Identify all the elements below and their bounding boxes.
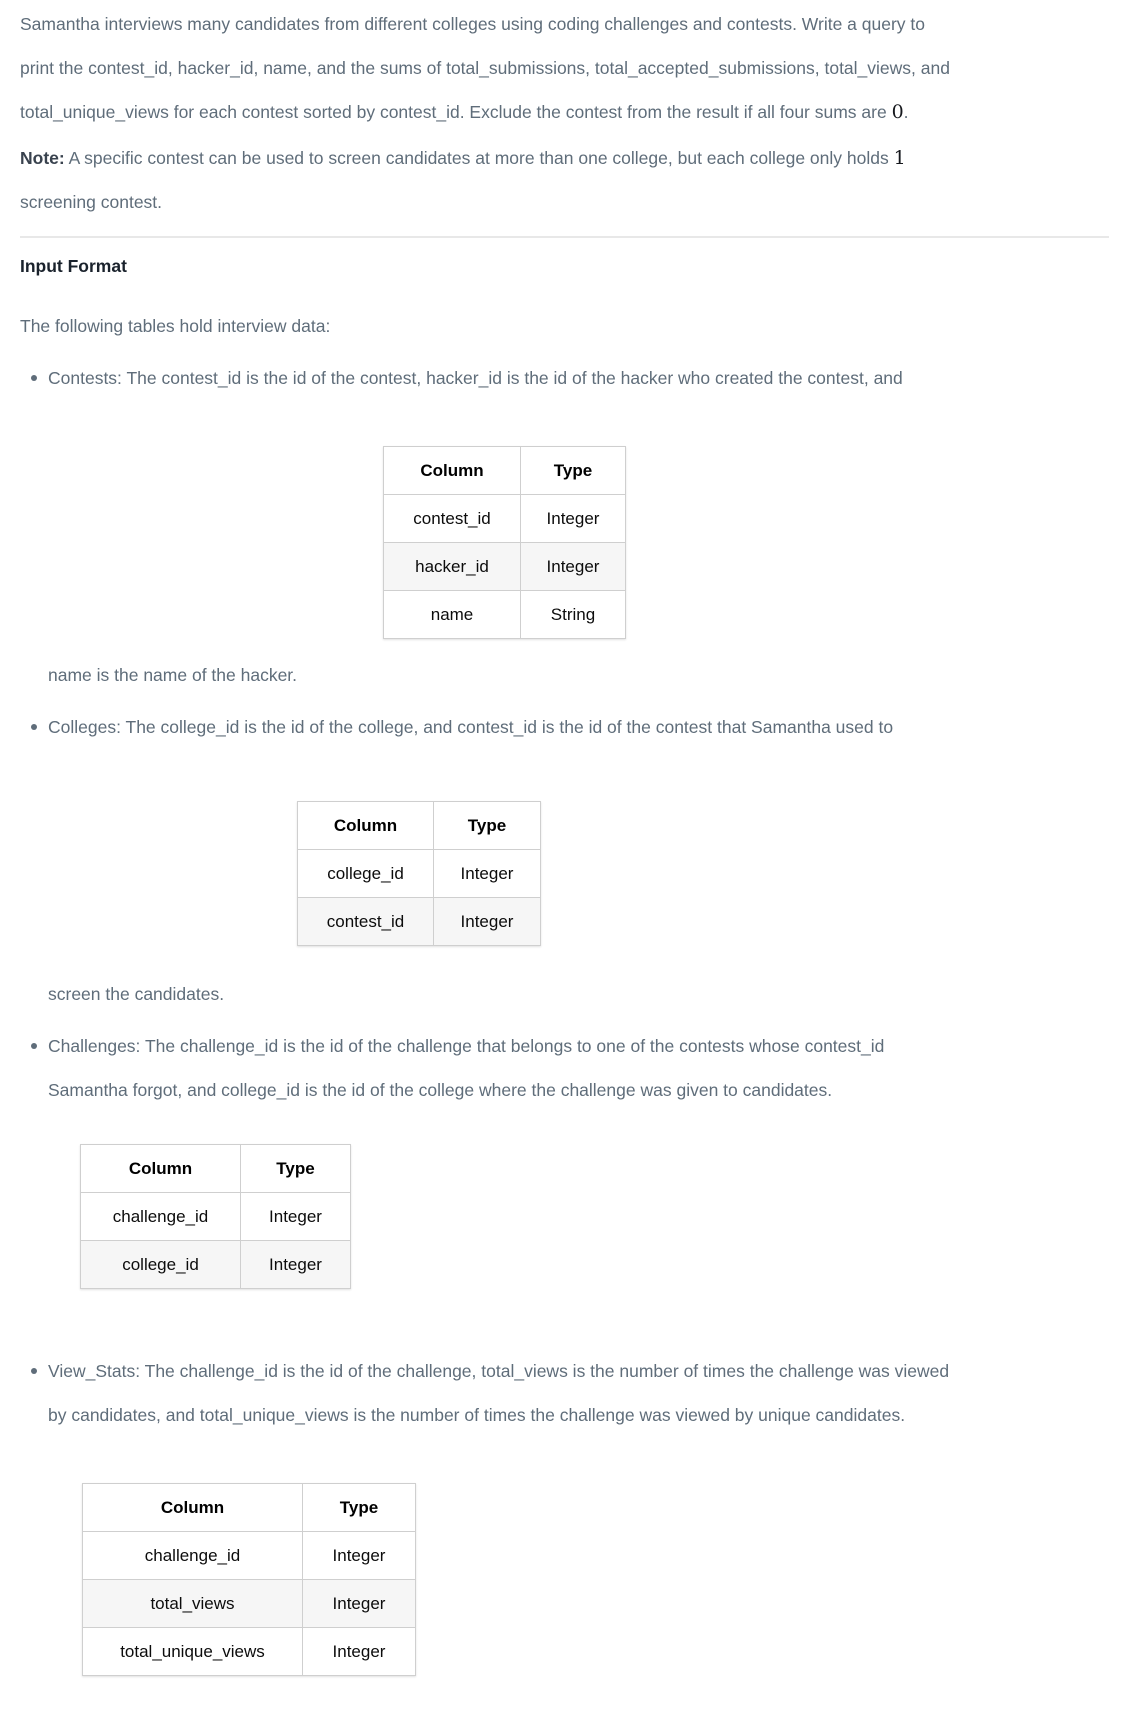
table-row — [384, 543, 626, 591]
schema-cell: name — [384, 591, 521, 639]
text-line: Challenges: The challenge_id is the id of the challenge that belongs to one of the contests whose contest_id — [48, 1036, 885, 1056]
column-header-cell: Column — [81, 1145, 241, 1193]
schema-cell: contest_id — [384, 495, 521, 543]
schema-cell: Integer — [241, 1193, 351, 1241]
schema-cell: challenge_id — [81, 1193, 241, 1241]
bullet-colleges — [48, 705, 1109, 1016]
text-line: screening contest. — [20, 192, 163, 212]
type-header-cell: Type — [434, 802, 541, 850]
column-header-cell: Column — [83, 1484, 303, 1532]
schema-cell: Integer — [303, 1532, 416, 1580]
text-line: Samantha interviews many candidates from different colleges using coding challenges and contests. Write a query to — [20, 14, 925, 34]
schema-cell: Integer — [303, 1628, 416, 1676]
table-row — [298, 850, 541, 898]
note-label: Note: — [20, 148, 65, 168]
view-stats-schema-table — [82, 1483, 416, 1676]
bullet-view-stats — [48, 1349, 1109, 1676]
input-format-heading: Input Format — [20, 256, 127, 276]
schema-cell: challenge_id — [83, 1532, 303, 1580]
table-row — [384, 591, 626, 639]
colleges-schema-table — [297, 801, 541, 946]
text-line: by candidates, and total_unique_views is the number of times the challenge was viewed by unique candidates. — [48, 1405, 906, 1425]
schema-cell: total_views — [83, 1580, 303, 1628]
text-line: total_unique_views for each contest sorted by contest_id. Exclude the contest from the result if all four sums are 0. — [20, 101, 909, 123]
schema-cell: college_id — [81, 1241, 241, 1289]
math-number: 0 — [891, 101, 904, 123]
type-header-cell: Type — [241, 1145, 351, 1193]
schema-cell: Integer — [521, 543, 626, 591]
text-line: The following tables hold interview data: — [20, 316, 331, 336]
column-header-cell: Column — [384, 447, 521, 495]
text-line: name is the name of the hacker. — [48, 665, 298, 685]
schema-cell: hacker_id — [384, 543, 521, 591]
problem-statement — [20, 2, 1109, 134]
bullet-contests — [48, 356, 1109, 697]
text-line: Contests: The contest_id is the id of the contest, hacker_id is the id of the hacker who created the contest, and — [48, 368, 903, 388]
table-row — [81, 1241, 351, 1289]
schema-cell: Integer — [241, 1241, 351, 1289]
tables-intro — [20, 304, 1109, 348]
schema-cell: college_id — [298, 850, 434, 898]
type-header-cell: Type — [303, 1484, 416, 1532]
schema-list — [20, 356, 1109, 1676]
schema-cell: Integer — [434, 850, 541, 898]
schema-cell: Integer — [434, 898, 541, 946]
table-header-row — [83, 1484, 416, 1532]
column-header-cell: Column — [298, 802, 434, 850]
table-row — [81, 1193, 351, 1241]
text-line: screen the candidates. — [48, 984, 225, 1004]
table-header-row — [81, 1145, 351, 1193]
text-line: Note: A specific contest can be used to screen candidates at more than one college, but each college only holds 1 — [20, 147, 906, 169]
contests-schema-table — [383, 446, 626, 639]
challenges-schema-table — [80, 1144, 351, 1289]
table-row — [83, 1532, 416, 1580]
text-line: View_Stats: The challenge_id is the id of the challenge, total_views is the number of times the challenge was viewed — [48, 1361, 950, 1381]
table-row — [83, 1580, 416, 1628]
type-header-cell: Type — [521, 447, 626, 495]
schema-cell: contest_id — [298, 898, 434, 946]
table-row — [298, 898, 541, 946]
table-row — [83, 1628, 416, 1676]
table-header-row — [384, 447, 626, 495]
table-header-row — [298, 802, 541, 850]
schema-cell: Integer — [303, 1580, 416, 1628]
text-line: Colleges: The college_id is the id of the college, and contest_id is the id of the contest that Samantha used to — [48, 717, 894, 737]
section-divider — [20, 236, 1109, 238]
bullet-challenges — [48, 1024, 1109, 1289]
schema-cell: Integer — [521, 495, 626, 543]
schema-cell: total_unique_views — [83, 1628, 303, 1676]
schema-cell: String — [521, 591, 626, 639]
text-line: print the contest_id, hacker_id, name, and the sums of total_submissions, total_accepted_submissions, total_views, and — [20, 58, 950, 78]
note — [20, 136, 1109, 224]
math-number: 1 — [893, 147, 906, 169]
table-row — [384, 495, 626, 543]
text-line: Samantha forgot, and college_id is the id of the college where the challenge was given to candidates. — [48, 1080, 833, 1100]
